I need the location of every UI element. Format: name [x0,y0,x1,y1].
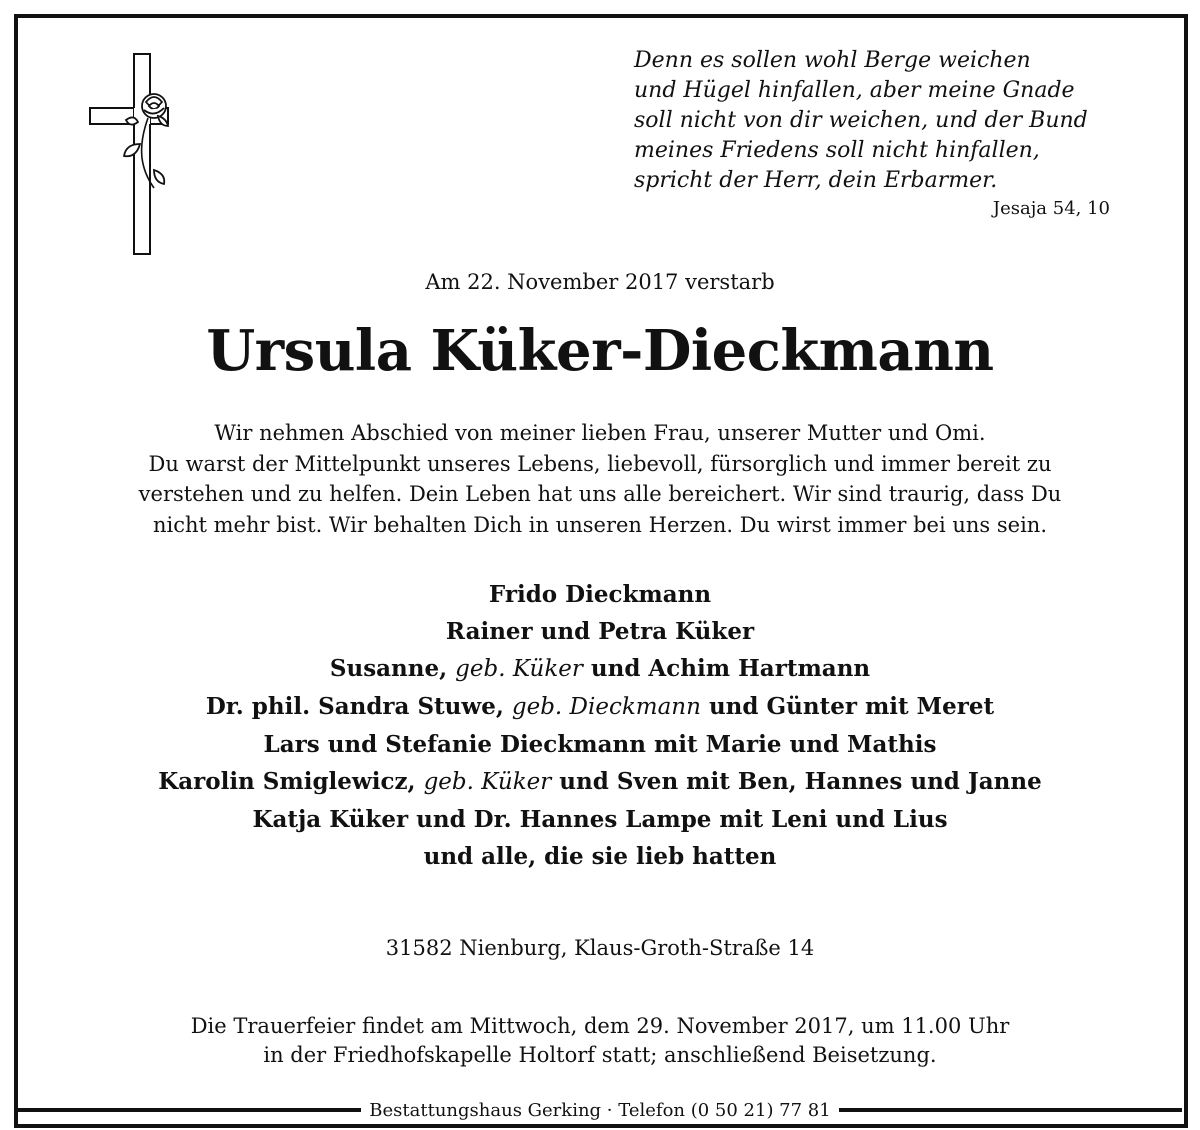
mourner-names: und Achim Hartmann [590,655,871,682]
maiden-name: geb. Dieckmann [511,694,701,720]
bible-verse [634,46,1154,196]
message-line: nicht mehr bist. Wir behalten Dich in unseren Herzen. Du wirst immer bei uns sein. [152,512,1048,537]
message-line: verstehen und zu helfen. Dein Leben hat uns alle bereichert. Wir sind traurig, dass Du [138,482,1062,506]
verse-line: und Hügel hinfallen, aber meine Gnade [634,78,1075,103]
footer-rule-left [18,1108,361,1112]
footer-rule-right [839,1108,1182,1112]
mourner-line: Rainer und Petra Küker [445,618,755,645]
mourner-line [0,688,1200,726]
mourner-line [0,763,1200,801]
mourner-names: Susanne, [329,655,448,682]
message-line: Du warst der Mittelpunkt unseres Lebens, liebevoll, fürsorglich und immer bereit zu [148,451,1052,476]
cross-with-rose-icon [88,52,170,256]
mourners-list [0,576,1200,875]
mourner-line: und alle, die sie lieb hatten [423,843,777,870]
mourner-names: Karolin Smiglewicz, [158,768,416,795]
mourner-names: Dr. phil. Sandra Stuwe, [205,693,504,720]
mourner-line [0,650,1200,688]
verse-reference: Jesaja 54, 10 [992,198,1110,219]
mourner-line: Frido Dieckmann [488,581,712,608]
service-line: in der Friedhofskapelle Holtorf statt; anschließend Beisetzung. [263,1043,937,1067]
message-line: Wir nehmen Abschied von meiner lieben Frau, unserer Mutter und Omi. [214,421,986,445]
farewell-message [90,418,1110,540]
mourner-line: Katja Küker und Dr. Hannes Lampe mit Leni und Lius [252,806,948,833]
funeral-service-info [0,1012,1200,1070]
mourner-names: und Günter mit Meret [708,693,995,720]
maiden-name: geb. Küker [455,656,583,682]
mourner-names: und Sven mit Ben, Hannes und Janne [559,768,1042,795]
funeral-home-contact: Bestattungshaus Gerking · Telefon (0 50 21) 77 81 [369,1099,831,1121]
funeral-home-footer [0,1096,1200,1124]
verse-line: Denn es sollen wohl Berge weichen [634,48,1031,73]
deceased-name: Ursula Küker-Dieckmann [206,318,994,384]
verse-line: soll nicht von dir weichen, und der Bund [634,108,1088,133]
verse-line: spricht der Herr, dein Erbarmer. [634,168,998,193]
maiden-name: geb. Küker [423,769,552,795]
family-address: 31582 Nienburg, Klaus-Groth-Straße 14 [385,936,815,960]
mourner-line: Lars und Stefanie Dieckmann mit Marie und Mathis [263,731,937,758]
death-announcement: Am 22. November 2017 verstarb [425,270,775,294]
service-line: Die Trauerfeier findet am Mittwoch, dem 29. November 2017, um 11.00 Uhr [190,1014,1010,1038]
verse-line: meines Friedens soll nicht hinfallen, [634,138,1040,163]
